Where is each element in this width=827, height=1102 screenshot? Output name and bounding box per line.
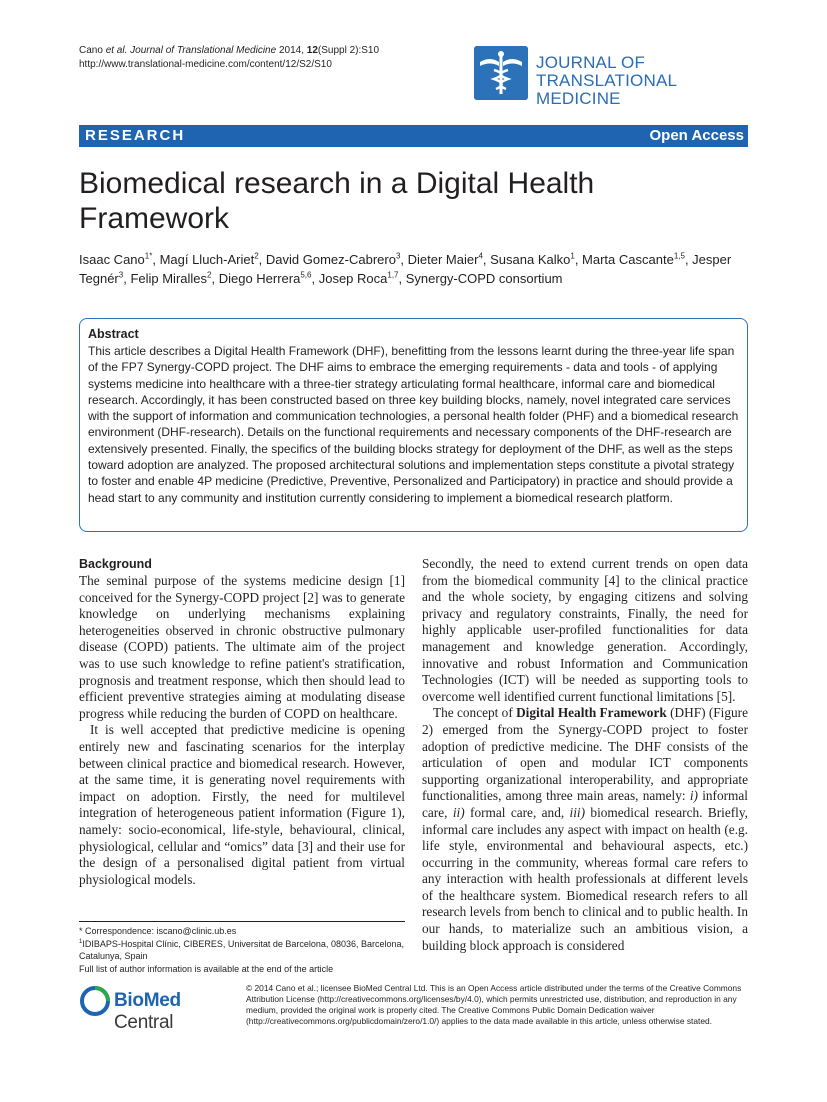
author-name: Dieter Maier bbox=[407, 252, 479, 267]
article-title: Biomedical research in a Digital Health Framework bbox=[79, 167, 595, 235]
author-name: David Gomez-Cabrero bbox=[265, 252, 396, 267]
abstract-text: This article describes a Digital Health Framework (DHF), benefitting from the lessons learnt during the three-year life span of the FP7 Synergy-COPD project. The DHF aims to embrace the emerging requirements - data and tools - of applying systems medicine into healthcare with a three-tier strategy articulating formal healthcare, informal care and biomedical research. Accordingly, it has been constructed based on three key building blocks, namely, novel integrated care services with the support of information and communication technologies, a personal health folder (PHF) and a biomedical research environment (DHF-research). Details on the functional requirements and necessary components of the DHF-research are extensively presented. Finally, the specifics of the building blocks strategy for deployment of the DHF, as well as the steps toward adoption are analyzed. The proposed architectural solutions and implementation steps constitute a pivotal strategy to foster and enable 4P medicine (Predictive, Preventive, Personalized and Participatory) in practice and should provide a head start to any community and institution currently considering to implement a biomedical research platform. bbox=[88, 344, 739, 505]
author-affiliation: 3 bbox=[118, 270, 124, 280]
body-column-left bbox=[79, 556, 405, 888]
dhf-term: Digital Health Framework bbox=[516, 705, 667, 721]
paragraph-1: The seminal purpose of the systems medicine design [1] conceived for the Synergy-COPD project [2] was to generate knowledge on underlying mechanisms explaining heterogeneities observed in chronic obstructive pulmonary disease (COPD) patients. The ultimate aim of the project was to use such knowledge to refine patient's stratification, prognosis and treatment response, which then should lead to efficient preventive strategies aiming at modulating disease progress while reducing the burden of COPD on healthcare. bbox=[79, 573, 405, 721]
author-affiliation: 2 bbox=[207, 270, 212, 280]
author-name: Diego Herrera bbox=[218, 271, 301, 286]
abstract-box bbox=[79, 318, 748, 532]
journal-name-line1: JOURNAL OF bbox=[536, 53, 646, 72]
biomed-central-logo bbox=[79, 985, 239, 1033]
author-affiliation: 1,7 bbox=[387, 270, 399, 280]
paragraph-4: The concept of Digital Health Framework (DHF) (Figure 2) emerged from the Synergy-COPD project to foster adoption of predictive medicine. The DHF consists of the articulation of open and modular ICT components supporting organizational interoperability, and appropriate functionalities, among three main areas, namely: i) informal care, ii) formal care, and, iii) biomedical research. Briefly, informal care includes any aspect with impact on health (e.g. life style, environmental and behavioural aspects, etc.) occurring in the community, whereas formal care refers to any interaction with health professionals at different levels of the healthcare system. Biomedical research refers to all research levels from bench to clinical and to public health. In our hands, to materialize such an ambitious vision, a building block approach is considered bbox=[422, 705, 748, 953]
biomed-central-wordmark: BioMed Central bbox=[114, 990, 181, 1033]
citation-line bbox=[79, 44, 379, 58]
author-name: Jesper Tegnér bbox=[79, 252, 732, 286]
cite-author: Cano bbox=[79, 45, 103, 56]
author-name: Marta Cascante bbox=[582, 252, 674, 267]
cite-issue: (Suppl 2):S10 bbox=[317, 45, 380, 56]
author-name: Magí Lluch-Ariet bbox=[159, 252, 255, 267]
author-list: Isaac Cano$^{1*}$, Magí Lluch-Ariet$^2$, David Gomez-Cabrero$^3$, Dieter Maier$^4$, Susana Kalko$^1$, Marta Cascante$^{1,5}$, Jesper Tegnér$^3$, Felip Miralles$^2$, Diego Herrera$^{5,6}$, Josep Roca$^{1,7}$, Synergy-COPD consortium bbox=[79, 251, 732, 286]
cite-journal: Journal of Translational Medicine bbox=[130, 45, 277, 56]
footnotes bbox=[79, 921, 405, 975]
author-affiliation: 2 bbox=[254, 251, 259, 261]
affiliation-note: $^1$IDIBAPS-Hospital Clínic, CIBERES, Universitat de Barcelona, 08036, Barcelona, Catalunya, Spain bbox=[79, 938, 404, 961]
research-banner bbox=[79, 125, 748, 147]
journal-name bbox=[536, 54, 754, 108]
author-name: Isaac Cano bbox=[79, 252, 145, 267]
cite-volume: 12 bbox=[306, 45, 318, 56]
author-affiliation: 3 bbox=[395, 251, 401, 261]
caduceus-icon bbox=[474, 46, 528, 100]
license-text: © 2014 Cano et al.; licensee BioMed Central Ltd. This is an Open Access article distributed under the terms of the Creative Commons Attribution License (http://creativecommons.org/licenses/by/4.0), which permits unrestricted use, distribution, and reproduction in any medium, provided the original work is properly cited. The Creative Commons Public Domain Dedication waiver (http://creativecommons.org/publicdomain/zero/1.0/) applies to the data made available in this article, unless otherwise stated. bbox=[246, 983, 742, 1026]
cite-year: 2014, bbox=[278, 45, 304, 56]
author-name: Felip Miralles bbox=[130, 271, 208, 286]
paragraph-2: It is well accepted that predictive medicine is opening entirely new and fascinating scenarios for the interplay between clinical practice and biomedical research. However, at the same time, it is generating novel requirements with impact on adoption. Firstly, the need for multilevel integration of heterogeneous patient information (Figure 1), namely: socio-economical, life-style, behavioural, clinical, physiological, cellular and “omics” data [3] and their use for the design of a personalised digital patient from virtual physiological models. bbox=[79, 722, 405, 887]
author-affiliation: 1* bbox=[144, 251, 153, 261]
full-list-note: Full list of author information is available at the end of the article bbox=[79, 963, 334, 974]
author-affiliation: 1 bbox=[570, 251, 575, 261]
open-access-label: Open Access bbox=[649, 127, 744, 144]
author-affiliation: 4 bbox=[478, 251, 483, 261]
journal-name-line2: TRANSLATIONAL MEDICINE bbox=[536, 71, 677, 108]
background-heading: Background bbox=[79, 557, 152, 571]
paragraph-3: Secondly, the need to extend current trends on open data from the biomedical community [4] to the clinical practice and the whole society, by engaging citizens and solving privacy and regulatory constraints, Finally, the need for highly applicable user-profiled functionalities for data management and knowledge generation. Accordingly, innovative and robust Information and Communication Technologies (ICT) will be needed as supporting tools to overcome well identified current functional limitations [5]. bbox=[422, 556, 748, 704]
abstract-heading: Abstract bbox=[88, 327, 139, 341]
biomed-central-logo-icon bbox=[79, 985, 111, 1017]
article-type-label: RESEARCH bbox=[85, 127, 186, 144]
author-affiliation: 5,6 bbox=[300, 270, 312, 280]
author-name: Josep Roca bbox=[318, 271, 388, 286]
correspondence-note: * Correspondence: iscano@clinic.ub.es bbox=[79, 926, 237, 936]
author-name: Synergy-COPD consortium bbox=[405, 271, 563, 286]
body-column-right bbox=[422, 556, 748, 954]
author-affiliation: 1,5 bbox=[673, 251, 685, 261]
article-url[interactable]: http://www.translational-medicine.com/content/12/S2/S10 bbox=[79, 59, 332, 70]
cite-etal: et al. bbox=[105, 45, 128, 56]
journal-logo bbox=[474, 46, 754, 108]
author-name: Susana Kalko bbox=[490, 252, 571, 267]
header-citation bbox=[79, 44, 379, 72]
